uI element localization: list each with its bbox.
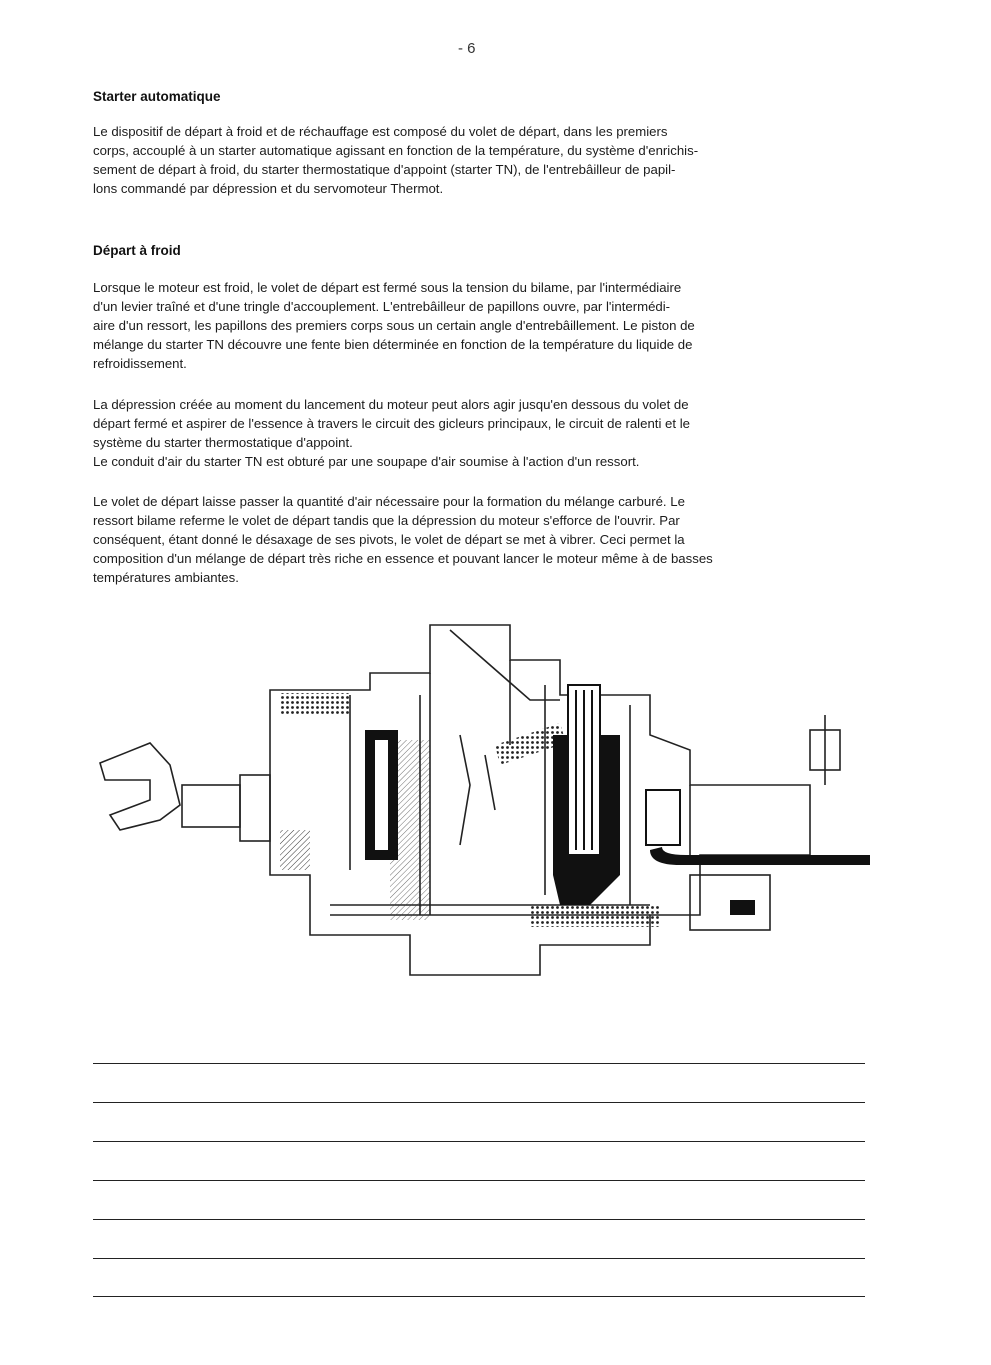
text-line: ressort bilame referme le volet de départ tandis que la dépression du moteur s'efforce de l'ouvrir. Par xyxy=(93,513,680,528)
carburetor-cross-section-diagram xyxy=(90,615,870,1005)
page-number: - 6 xyxy=(458,40,476,57)
note-line xyxy=(93,1258,865,1259)
text-line: Le dispositif de départ à froid et de réchauffage est composé du volet de départ, dans les premiers xyxy=(93,124,668,139)
inlet-fork xyxy=(100,743,180,830)
text-line: Lorsque le moteur est froid, le volet de départ est fermé sous la tension du bilame, par l'intermédiaire xyxy=(93,280,682,295)
note-line xyxy=(93,1063,865,1064)
text-line: corps, accouplé à un starter automatique agissant en fonction de la température, du système d'enrichis- xyxy=(93,143,699,158)
paragraph xyxy=(93,122,883,198)
text-line: sement de départ à froid, du starter thermostatique d'appoint (starter TN), de l'entrebâilleur de papil- xyxy=(93,162,676,177)
text-line: températures ambiantes. xyxy=(93,570,239,585)
text-line: lons commandé par dépression et du servomoteur Thermot. xyxy=(93,181,444,196)
note-line xyxy=(93,1296,865,1297)
text-line: d'un levier traîné et d'une tringle d'accouplement. L'entrebâilleur de papillons ouvre, par l'intermédi- xyxy=(93,299,671,314)
text-line: conséquent, étant donné le désaxage de ses pivots, le volet de départ se met à vibrer. Ceci permet la xyxy=(93,532,685,547)
inlet-connector xyxy=(182,785,240,827)
text-line: Le volet de départ laisse passer la quantité d'air nécessaire pour la formation du mélange carburé. Le xyxy=(93,494,685,509)
text-line: Le conduit d'air du starter TN est obturé par une soupape d'air soumise à l'action d'un ressort. xyxy=(93,454,640,469)
text-line: aire d'un ressort, les papillons des premiers corps sous un certain angle d'entrebâillement. Le piston de xyxy=(93,318,695,333)
text-line: mélange du starter TN découvre une fente bien déterminée en fonction de la température du liquide de xyxy=(93,337,693,352)
paragraph xyxy=(93,278,883,373)
note-line xyxy=(93,1141,865,1142)
paragraph xyxy=(93,395,883,471)
text-line: composition d'un mélange de départ très riche en essence et pouvant lancer le moteur même à de basses xyxy=(93,551,713,566)
text-line: La dépression créée au moment du lancement du moteur peut alors agir jusqu'en dessous du volet de xyxy=(93,397,689,412)
paragraph xyxy=(93,492,883,587)
text-line: système du starter thermostatique d'appoint. xyxy=(93,435,353,450)
note-line xyxy=(93,1219,865,1220)
note-line xyxy=(93,1180,865,1181)
section-heading-depart-a-froid: Départ à froid xyxy=(93,243,181,258)
text-line: refroidissement. xyxy=(93,356,187,371)
text-line: départ fermé et aspirer de l'essence à travers le circuit des gicleurs principaux, le circuit de ralenti et le xyxy=(93,416,690,431)
section-heading-starter-automatique: Starter automatique xyxy=(93,89,221,104)
note-line xyxy=(93,1102,865,1103)
